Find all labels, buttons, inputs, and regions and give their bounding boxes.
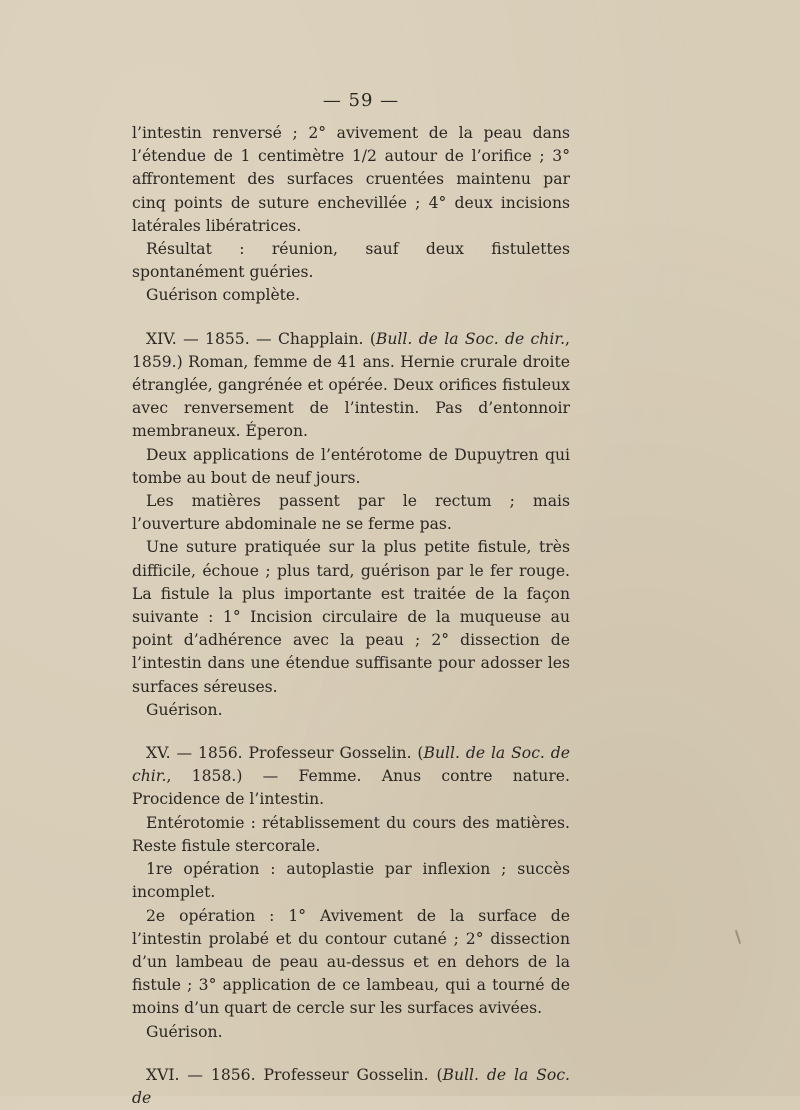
paragraph-matieres: Les matières passent par le rectum ; mais l’ouverture abdominale ne se ferme pas. xyxy=(132,492,570,534)
case-xv-reference: Bull. de la Soc. de chir. xyxy=(132,744,570,786)
case-xvi-heading: XVI. — 1856. Professeur Gosselin. ( xyxy=(146,1065,443,1084)
paragraph-second-operation: 2e opération : 1° Avivement de la surface de l’intestin prolabé et du contour cutané ; 2° dissection d’un lambeau de peau au-dessus et en dehors de la fistule ; 3° application de ce lambeau, qui a tourné de moins d’un quart de cercle sur les surfaces avivées. xyxy=(132,906,570,1018)
case-xvi-reference: Bull. de la Soc. de xyxy=(132,1065,571,1107)
section-gap xyxy=(132,1044,570,1064)
paragraph-outcome: Guérison. xyxy=(146,700,223,719)
case-xiv-description: , 1859.) Roman, femme de 41 ans. Hernie crurale droite étranglée, gangrénée et opérée. Deux orifices fistuleux avec renversement de l’intestin. Pas d’entonnoir membraneux. Éperon. xyxy=(132,329,570,441)
section-gap xyxy=(132,722,570,742)
paper-speck xyxy=(735,930,741,944)
paragraph-continuation: l’intestin renversé ; 2° avivement de la peau dans l’étendue de 1 centimètre 1/2 autour de l’orifice ; 3° affrontement des surfaces cruentées maintenu par cinq points de suture enchevillée ; 4° deux incisions latérales libératrices. xyxy=(132,124,570,235)
case-xiv-reference: Bull. de la Soc. de chir. xyxy=(375,329,566,348)
document-page xyxy=(132,86,570,1110)
paragraph-enterotome: Deux applications de l’entérotome de Dupuytren qui tombe au bout de neuf jours. xyxy=(132,445,570,487)
case-entry-xv xyxy=(132,742,570,812)
paragraph-result: Résultat : réunion, sauf deux fistulettes spontanément guéries. xyxy=(132,240,570,282)
paragraph-first-operation: 1re opération : autoplastie par inflexion ; succès incomplet. xyxy=(132,860,570,902)
section-gap xyxy=(132,308,570,328)
case-xv-heading: XV. — 1856. Professeur Gosselin. ( xyxy=(146,744,424,763)
case-xv-description: , 1858.) — Femme. Anus contre nature. Procidence de l’intestin. xyxy=(132,767,570,809)
case-entry-xvi xyxy=(132,1064,570,1110)
paragraph-enterotomie: Entérotomie : rétablissement du cours des matières. Reste fistule stercorale. xyxy=(132,813,570,855)
paragraph-outcome: Guérison complète. xyxy=(146,286,301,305)
case-entry-xiv xyxy=(132,328,570,444)
paragraph-suture: Une suture pratiquée sur la plus petite fistule, très difficile, échoue ; plus tard, guérison par le fer rouge. La fistule la plus importante est traitée de la façon suivante : 1° Incision circulaire de la muqueuse au point d’adhérence avec la peau ; 2° dissection de l’intestin dans une étendue suffisante pour adosser les surfaces séreuses. xyxy=(132,538,570,696)
case-xiv-heading: XIV. — 1855. — Chapplain. ( xyxy=(146,329,376,348)
page-number: — 59 — xyxy=(322,90,400,111)
paragraph-outcome: Guérison. xyxy=(146,1022,223,1041)
